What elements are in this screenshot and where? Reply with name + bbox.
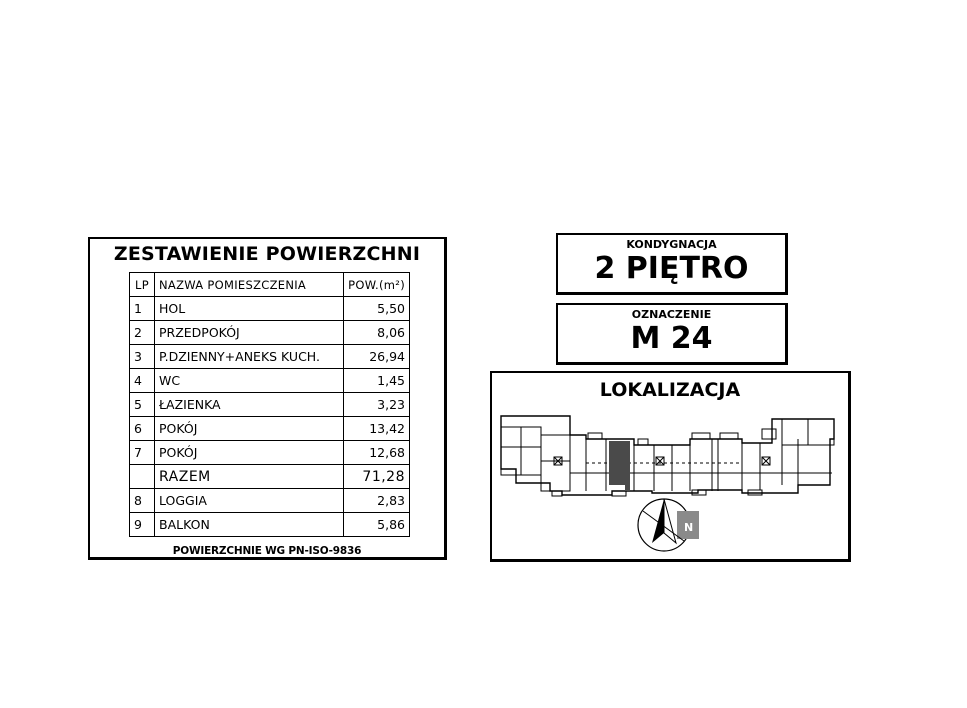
highlighted-apartment: [609, 441, 630, 491]
row-area: 13,42: [344, 417, 410, 441]
building-plan: [492, 373, 848, 559]
area-summary-panel: [88, 237, 447, 560]
storey-box: [556, 233, 788, 295]
table-row: [130, 441, 410, 465]
row-lp: 1: [130, 297, 155, 321]
row-room-name: POKÓJ: [155, 441, 344, 465]
unit-value: M 24: [630, 321, 713, 356]
area-standard-note: POWIERZCHNIE WG PN-ISO-9836: [172, 545, 362, 557]
row-lp: 7: [130, 441, 155, 465]
row-lp: 2: [130, 321, 155, 345]
row-area: 5,86: [344, 513, 410, 537]
row-area: 5,50: [344, 297, 410, 321]
row-area: 2,83: [344, 489, 410, 513]
total-lp-empty: [130, 465, 155, 489]
table-row: [130, 417, 410, 441]
table-row: [130, 297, 410, 321]
row-lp: 9: [130, 513, 155, 537]
storey-value: 2 PIĘTRO: [594, 251, 749, 286]
row-room-name: WC: [155, 369, 344, 393]
row-lp: 8: [130, 489, 155, 513]
table-row: [130, 369, 410, 393]
row-room-name: BALKON: [155, 513, 344, 537]
row-area: 26,94: [344, 345, 410, 369]
table-row: [130, 513, 410, 537]
header-room-name: NAZWA POMIESZCZENIA: [155, 273, 344, 297]
row-area: 8,06: [344, 321, 410, 345]
total-row: [130, 465, 410, 489]
row-lp: 5: [130, 393, 155, 417]
total-label: RAZEM: [155, 465, 344, 489]
row-room-name: POKÓJ: [155, 417, 344, 441]
area-table: [129, 272, 410, 537]
table-row: [130, 489, 410, 513]
table-row: [130, 321, 410, 345]
row-lp: 4: [130, 369, 155, 393]
row-area: 12,68: [344, 441, 410, 465]
row-room-name: LOGGIA: [155, 489, 344, 513]
north-marker: N: [684, 521, 694, 534]
header-lp: LP: [130, 273, 155, 297]
row-room-name: ŁAZIENKA: [155, 393, 344, 417]
location-title: LOKALIZACJA: [599, 379, 741, 401]
header-area: POW.(m²): [344, 273, 410, 297]
table-header-row: [130, 273, 410, 297]
area-summary-title: ZESTAWIENIE POWIERZCHNI: [113, 243, 421, 265]
unit-box: [556, 303, 788, 365]
row-lp: 3: [130, 345, 155, 369]
row-area: 3,23: [344, 393, 410, 417]
table-row: [130, 345, 410, 369]
storey-label: KONDYGNACJA: [626, 238, 717, 251]
table-row: [130, 393, 410, 417]
row-lp: 6: [130, 417, 155, 441]
row-room-name: HOL: [155, 297, 344, 321]
row-room-name: PRZEDPOKÓJ: [155, 321, 344, 345]
location-panel: [490, 371, 851, 562]
total-area: 71,28: [344, 465, 410, 489]
row-room-name: P.DZIENNY+ANEKS KUCH.: [155, 345, 344, 369]
unit-label: OZNACZENIE: [631, 308, 712, 321]
row-area: 1,45: [344, 369, 410, 393]
